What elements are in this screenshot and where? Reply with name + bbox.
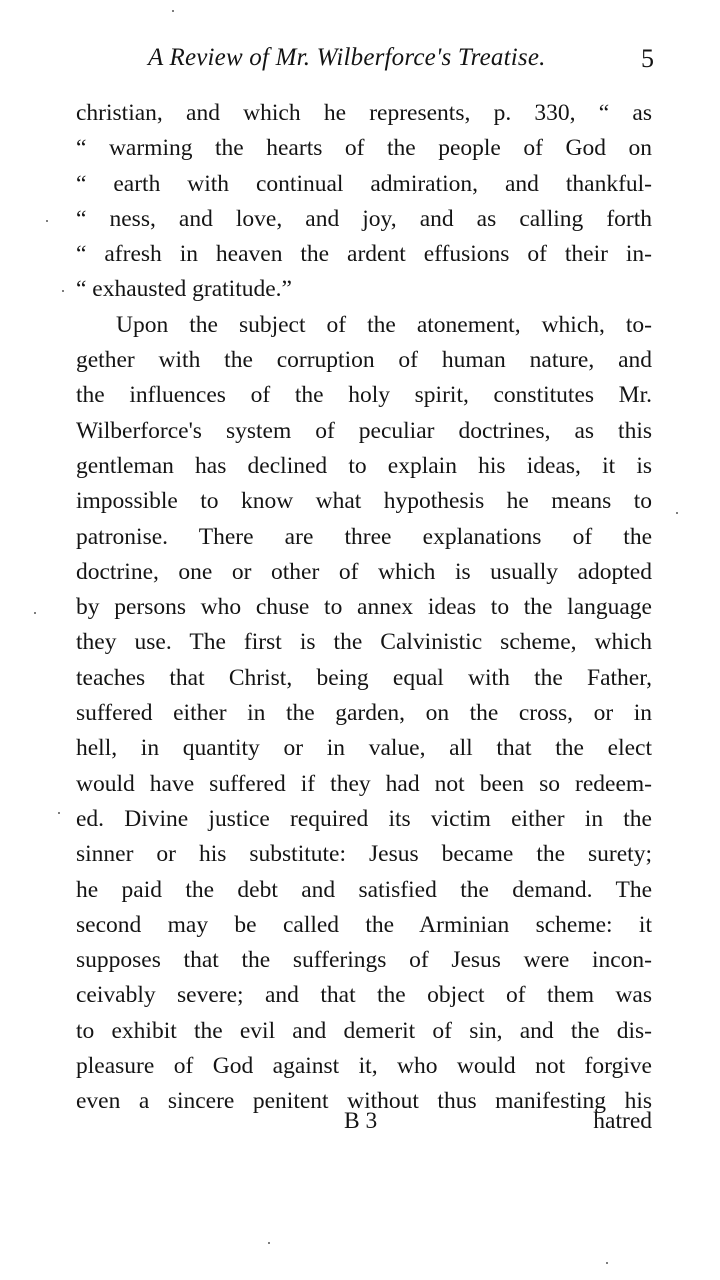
text-line: suffered either in the garden, on the cross, or in: [76, 700, 652, 727]
page-footer: [76, 1108, 652, 1142]
scan-speck: [172, 10, 174, 12]
text-line: would have suffered if they had not been so redeem-: [76, 770, 652, 797]
scan-speck: [606, 1262, 608, 1264]
text-line: gether with the corruption of human nature, and: [76, 347, 652, 374]
text-line: gentleman has declined to explain his ideas, it is: [76, 452, 652, 479]
text-line: they use. The first is the Calvinistic scheme, which: [76, 629, 652, 656]
text-line: “ afresh in heaven the ardent effusions of their in-: [76, 241, 652, 268]
text-line: pleasure of God against it, who would not forgive: [76, 1053, 652, 1080]
text-line: ed. Divine justice required its victim either in the: [76, 805, 652, 832]
text-line: impossible to know what hypothesis he means to: [76, 488, 652, 515]
text-line: he paid the debt and satisfied the demand. The: [76, 876, 652, 903]
signature-mark: B 3: [344, 1108, 378, 1134]
text-line: second may be called the Arminian scheme: it: [76, 911, 652, 938]
scan-speck: [676, 512, 678, 514]
text-line: teaches that Christ, being equal with the Father,: [76, 664, 652, 691]
scan-speck: [46, 220, 48, 222]
scan-speck: [34, 612, 36, 614]
text-line: by persons who chuse to annex ideas to the language: [76, 594, 652, 621]
text-line: patronise. There are three explanations of the: [76, 523, 652, 550]
running-head-title: A Review of Mr. Wilberforce's Treatise.: [148, 44, 546, 71]
scan-speck: [268, 1242, 270, 1244]
scan-speck: [62, 290, 64, 292]
text-line: christian, and which he represents, p. 330, “ as: [76, 100, 652, 126]
text-line: hell, in quantity or in value, all that the elect: [76, 735, 652, 762]
scan-speck: [58, 812, 60, 814]
text-line: “ warming the hearts of the people of God on: [76, 135, 652, 162]
text-line: Wilberforce's system of peculiar doctrines, as this: [76, 417, 652, 444]
text-line: even a sincere penitent without thus manifesting his: [76, 1088, 652, 1115]
paragraph-start-line: Upon the subject of the atonement, which, to-: [116, 311, 652, 338]
text-line: to exhibit the evil and demerit of sin, and the dis-: [76, 1017, 652, 1044]
text-line: doctrine, one or other of which is usually adopted: [76, 558, 652, 585]
text-line: the influences of the holy spirit, constitutes Mr.: [76, 382, 652, 409]
running-head: [76, 44, 654, 78]
text-line: “ ness, and love, and joy, and as calling forth: [76, 205, 652, 232]
text-line: supposes that the sufferings of Jesus were incon-: [76, 947, 652, 974]
text-line: “ earth with continual admiration, and thankful-: [76, 170, 652, 197]
page-number: 5: [641, 44, 654, 73]
text-line: ceivably severe; and that the object of them was: [76, 982, 652, 1009]
catchword: hatred: [593, 1108, 652, 1134]
text-line: “ exhausted gratitude.”: [76, 276, 292, 303]
text-line: sinner or his substitute: Jesus became the surety;: [76, 841, 652, 868]
body-text: [76, 96, 652, 1120]
